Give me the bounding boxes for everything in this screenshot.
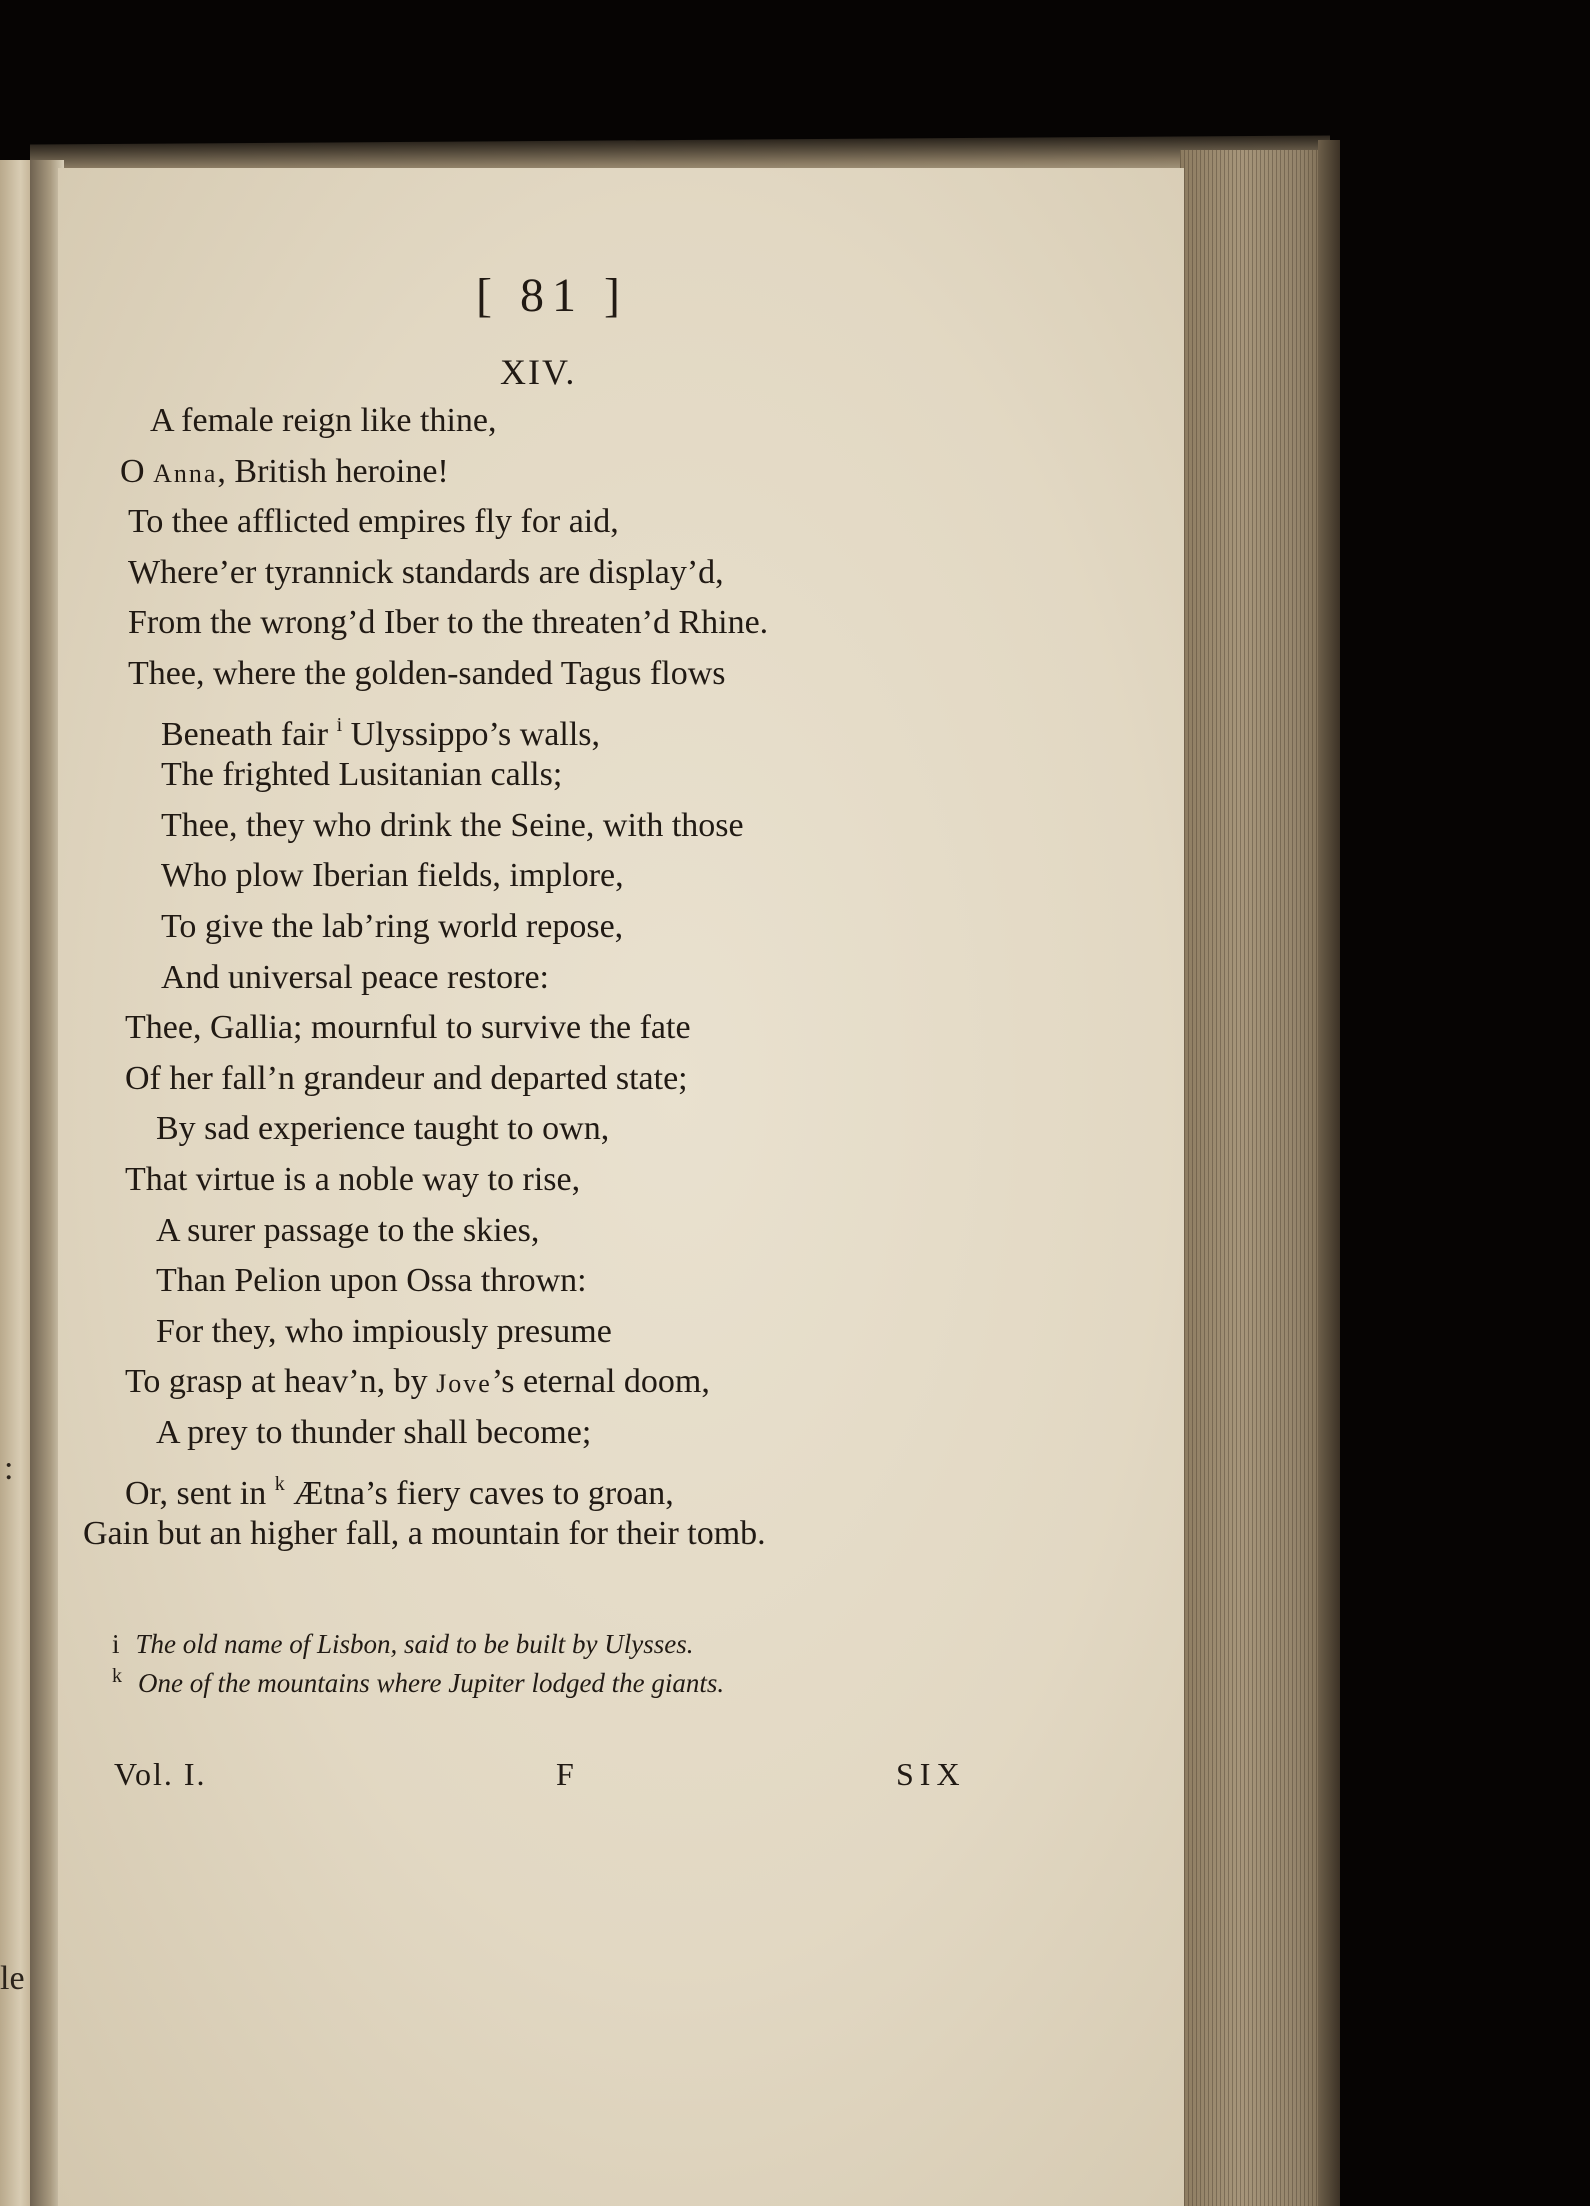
footer-signature-mark: F xyxy=(556,1756,574,1792)
poem-text: ’s eternal doom, xyxy=(491,1363,710,1401)
poem-line xyxy=(156,1211,539,1251)
poem-text: A female reign like thine, xyxy=(150,402,497,439)
poem-text: And universal peace restore: xyxy=(161,958,549,996)
poem-line xyxy=(156,1312,612,1352)
footnote-text: One of the mountains where Jupiter lodged the giants. xyxy=(138,1668,725,1698)
poem-line xyxy=(161,806,744,846)
book-cover-right-edge xyxy=(1318,140,1340,2206)
facing-page-text-fragment: le xyxy=(0,1960,25,1997)
book-page xyxy=(58,168,1184,2206)
footnote-reference: i xyxy=(336,713,343,736)
poem-text: A prey to thunder shall become; xyxy=(156,1414,592,1451)
poem-text: For they, who impiously presume xyxy=(156,1312,612,1350)
poem-line xyxy=(156,1261,587,1301)
poem-line xyxy=(161,755,562,795)
footnote-reference: k xyxy=(274,1472,285,1495)
footer-volume: Vol. I. xyxy=(114,1756,207,1792)
small-caps-name: Jove xyxy=(436,1369,492,1399)
poem-line xyxy=(128,654,725,694)
footnote-mark: i xyxy=(112,1629,120,1659)
poem-line xyxy=(161,856,624,896)
page-block-edges xyxy=(1180,150,1330,2206)
stanza-number: XIV. xyxy=(500,352,577,392)
poem-line xyxy=(161,958,549,998)
poem-text: To give the lab’ring world repose, xyxy=(161,908,624,945)
poem-line xyxy=(125,1160,580,1200)
poem-line xyxy=(125,1464,674,1514)
poem-text: Who plow Iberian fields, implore, xyxy=(161,857,624,895)
small-caps-name: Anna xyxy=(153,458,218,488)
poem-text: Thee, Gallia; mournful to survive the fate xyxy=(125,1009,691,1047)
poem-line xyxy=(161,705,600,755)
poem-text: O xyxy=(120,452,154,490)
poem-line xyxy=(83,1514,766,1554)
poem-text: From the wrong’d Iber to the threaten’d Rhine. xyxy=(128,604,769,642)
poem-text: To grasp at heav’n, by xyxy=(125,1363,437,1401)
poem-text: That virtue is a noble way to rise, xyxy=(125,1161,581,1198)
poem-text: Ætna’s fiery caves to groan, xyxy=(284,1474,674,1512)
poem-text: Beneath fair xyxy=(161,715,337,753)
poem-line xyxy=(161,907,623,947)
poem-text: , British heroine! xyxy=(217,452,449,490)
footer-catchword: SIX xyxy=(896,1756,966,1792)
poem-line xyxy=(125,1059,688,1099)
poem-line xyxy=(128,553,724,593)
poem-line xyxy=(120,452,449,494)
footnote-text: The old name of Lisbon, said to be built by Ulysses. xyxy=(135,1629,694,1659)
poem-line xyxy=(156,1109,609,1149)
poem-line xyxy=(128,603,768,643)
poem-text: A surer passage to the skies, xyxy=(156,1211,540,1249)
footnote-mark: k xyxy=(112,1665,122,1687)
footnote xyxy=(112,1628,694,1660)
poem-text: The frighted Lusitanian calls; xyxy=(161,756,563,794)
poem-text: Of her fall’n grandeur and departed state; xyxy=(125,1059,688,1097)
poem-line xyxy=(125,1362,710,1404)
poem-text: Gain but an higher fall, a mountain for their tomb. xyxy=(83,1515,766,1553)
poem-text: Thee, they who drink the Seine, with those xyxy=(161,806,744,844)
poem-text: Than Pelion upon Ossa thrown: xyxy=(156,1262,587,1300)
poem-text: To thee afflicted empires fly for aid, xyxy=(128,503,619,541)
facing-page-text-fragment: : xyxy=(4,1450,14,1487)
poem-line xyxy=(156,1413,591,1453)
poem-line xyxy=(125,1008,691,1048)
poem-text: Thee, where the golden-sanded Tagus flows xyxy=(128,655,726,692)
poem-line xyxy=(128,502,619,542)
poem-line xyxy=(150,401,497,441)
poem-text: Where’er tyrannick standards are display’d, xyxy=(128,553,724,591)
poem-text: By sad experience taught to own, xyxy=(156,1110,610,1148)
facing-page-edge xyxy=(0,160,34,2206)
page-number-running-head: [ 81 ] xyxy=(476,269,628,322)
poem-text: Or, sent in xyxy=(125,1474,275,1512)
poem-text: Ulyssippo’s walls, xyxy=(342,715,600,753)
footnote xyxy=(112,1660,724,1699)
